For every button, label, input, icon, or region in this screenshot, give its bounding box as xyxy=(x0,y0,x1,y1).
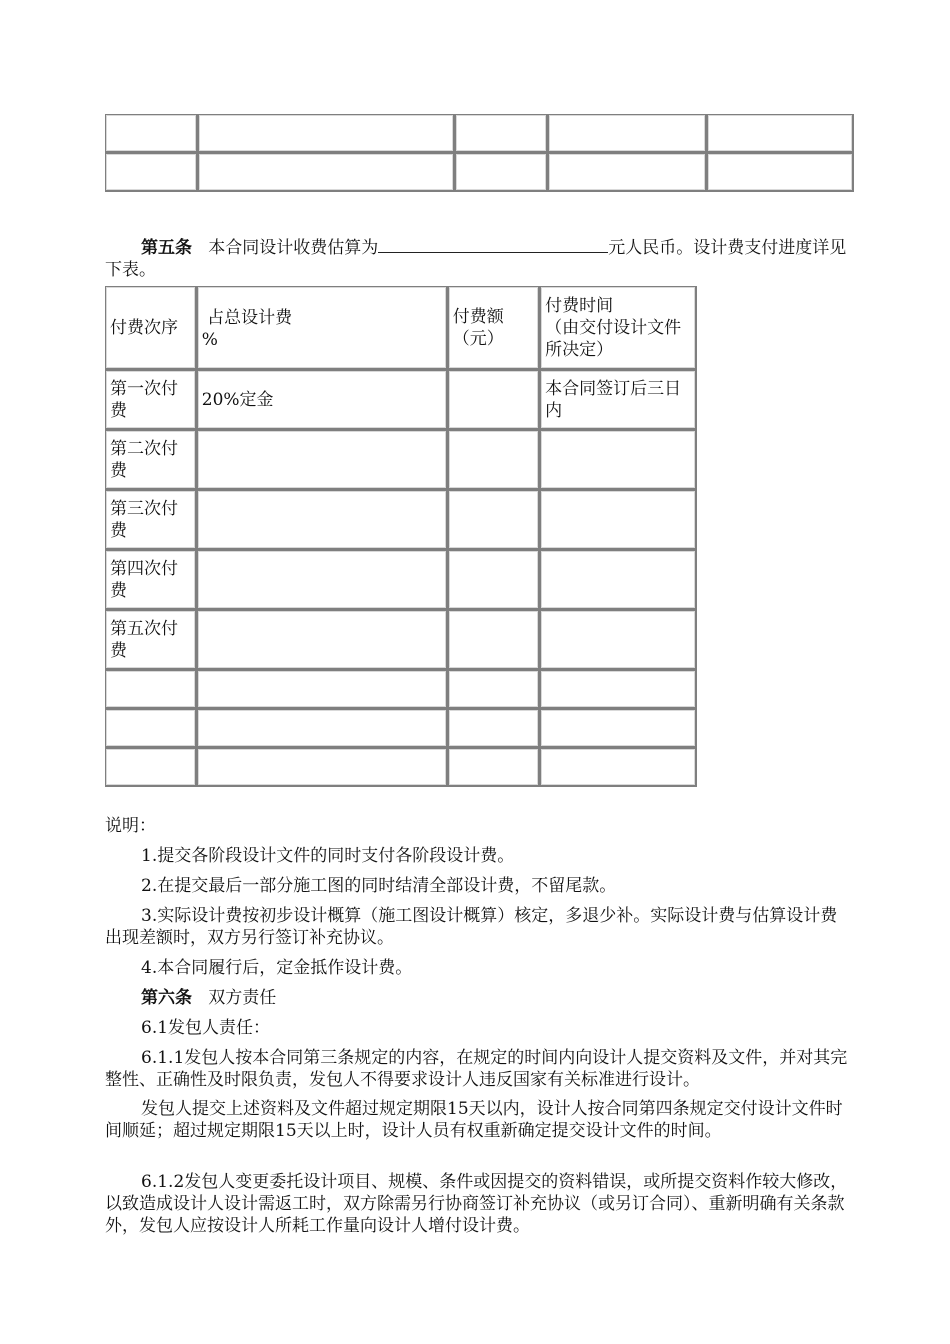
article-5-paragraph xyxy=(105,236,850,281)
table-cell xyxy=(540,670,697,709)
table-cell xyxy=(448,709,540,748)
table-row-empty xyxy=(105,748,697,787)
article-5-text-after: 元人民币。设计费支付进度详见下表。 xyxy=(105,238,847,280)
cell-time xyxy=(540,550,697,610)
note-item: 1.提交各阶段设计文件的同时支付各阶段设计费。 xyxy=(141,846,515,866)
table-cell xyxy=(548,114,707,153)
cell-amount xyxy=(448,370,540,430)
fee-schedule-table xyxy=(105,286,697,787)
cell-order: 第五次付费 xyxy=(105,610,197,670)
table-row-empty xyxy=(105,670,697,709)
table-cell xyxy=(197,709,448,748)
table-cell xyxy=(105,153,198,192)
cell-order: 第二次付费 xyxy=(105,430,197,490)
cell-time xyxy=(540,490,697,550)
cell-order: 第三次付费 xyxy=(105,490,197,550)
table-row xyxy=(105,610,697,670)
section-6-1-1: 6.1.1发包人按本合同第三条规定的内容，在规定的时间内向设计人提交资料及文件，并对其完整性、正确性及时限负责，发包人不得要求设计人违反国家有关标准进行设计。 xyxy=(105,1048,848,1090)
previous-table xyxy=(105,114,854,192)
cell-amount xyxy=(448,490,540,550)
table-cell xyxy=(448,670,540,709)
table-row xyxy=(105,430,697,490)
cell-percent xyxy=(197,490,448,550)
cell-order: 第一次付费 xyxy=(105,370,197,430)
cell-percent xyxy=(197,610,448,670)
header-order: 付费次序 xyxy=(105,286,197,370)
cell-time xyxy=(540,610,697,670)
table-cell xyxy=(105,114,198,153)
table-cell xyxy=(455,114,548,153)
section-6-1-2: 6.1.2发包人变更委托设计项目、规模、条件或因提交的资料错误，或所提交资料作较大修改，以致造成设计人设计需返工时，双方除需另行协商签订补充协议（或另订合同）、重新明确有关条款外，发包人应按设计人所耗工作量向设计人增付设计费。 xyxy=(105,1172,848,1236)
note-item: 2.在提交最后一部分施工图的同时结清全部设计费，不留尾款。 xyxy=(141,876,617,896)
cell-percent xyxy=(197,550,448,610)
table-row xyxy=(105,490,697,550)
header-time: 付费时间 （由交付设计文件所决定） xyxy=(540,286,697,370)
cell-percent xyxy=(197,430,448,490)
table-row-empty xyxy=(105,709,697,748)
article-5-label: 第五条 xyxy=(141,238,192,258)
article-5-text-before: 本合同设计收费估算为 xyxy=(208,238,379,258)
table-cell xyxy=(540,748,697,787)
cell-time: 本合同签订后三日内 xyxy=(540,370,697,430)
table-cell xyxy=(548,153,707,192)
section-6-1: 6.1发包人责任： xyxy=(141,1018,271,1038)
note-item: 3.实际设计费按初步设计概算（施工图设计概算）核定，多退少补。实际设计费与估算设计费出现差额时，双方另行签订补充协议。 xyxy=(105,906,838,948)
table-cell xyxy=(540,709,697,748)
article-6-heading xyxy=(105,987,850,1009)
fee-amount-blank xyxy=(378,236,608,253)
table-cell xyxy=(105,709,197,748)
table-row xyxy=(105,153,854,192)
table-cell xyxy=(707,114,854,153)
cell-amount xyxy=(448,430,540,490)
table-header-row xyxy=(105,286,697,370)
table-row xyxy=(105,370,697,430)
note-item: 4.本合同履行后，定金抵作设计费。 xyxy=(141,958,413,978)
table-row xyxy=(105,114,854,153)
table-cell xyxy=(707,153,854,192)
notes-title: 说明： xyxy=(105,816,156,836)
table-cell xyxy=(197,748,448,787)
table-cell xyxy=(448,748,540,787)
cell-order: 第四次付费 xyxy=(105,550,197,610)
header-amount: 付费额 （元） xyxy=(448,286,540,370)
table-cell xyxy=(105,748,197,787)
cell-amount xyxy=(448,610,540,670)
cell-time xyxy=(540,430,697,490)
cell-percent: 20%定金 xyxy=(197,370,448,430)
table-cell xyxy=(197,670,448,709)
table-cell xyxy=(198,153,455,192)
table-row xyxy=(105,550,697,610)
article-6-title: 双方责任 xyxy=(208,988,277,1008)
article-6-label: 第六条 xyxy=(141,988,192,1008)
header-percent: 占总设计费 % xyxy=(197,286,448,370)
table-cell xyxy=(198,114,455,153)
table-cell xyxy=(105,670,197,709)
table-cell xyxy=(455,153,548,192)
section-6-1-1-continued: 发包人提交上述资料及文件超过规定期限15天以内，设计人按合同第四条规定交付设计文件时间顺延；超过规定期限15天以上时，设计人员有权重新确定提交设计文件的时间。 xyxy=(105,1099,843,1141)
cell-amount xyxy=(448,550,540,610)
